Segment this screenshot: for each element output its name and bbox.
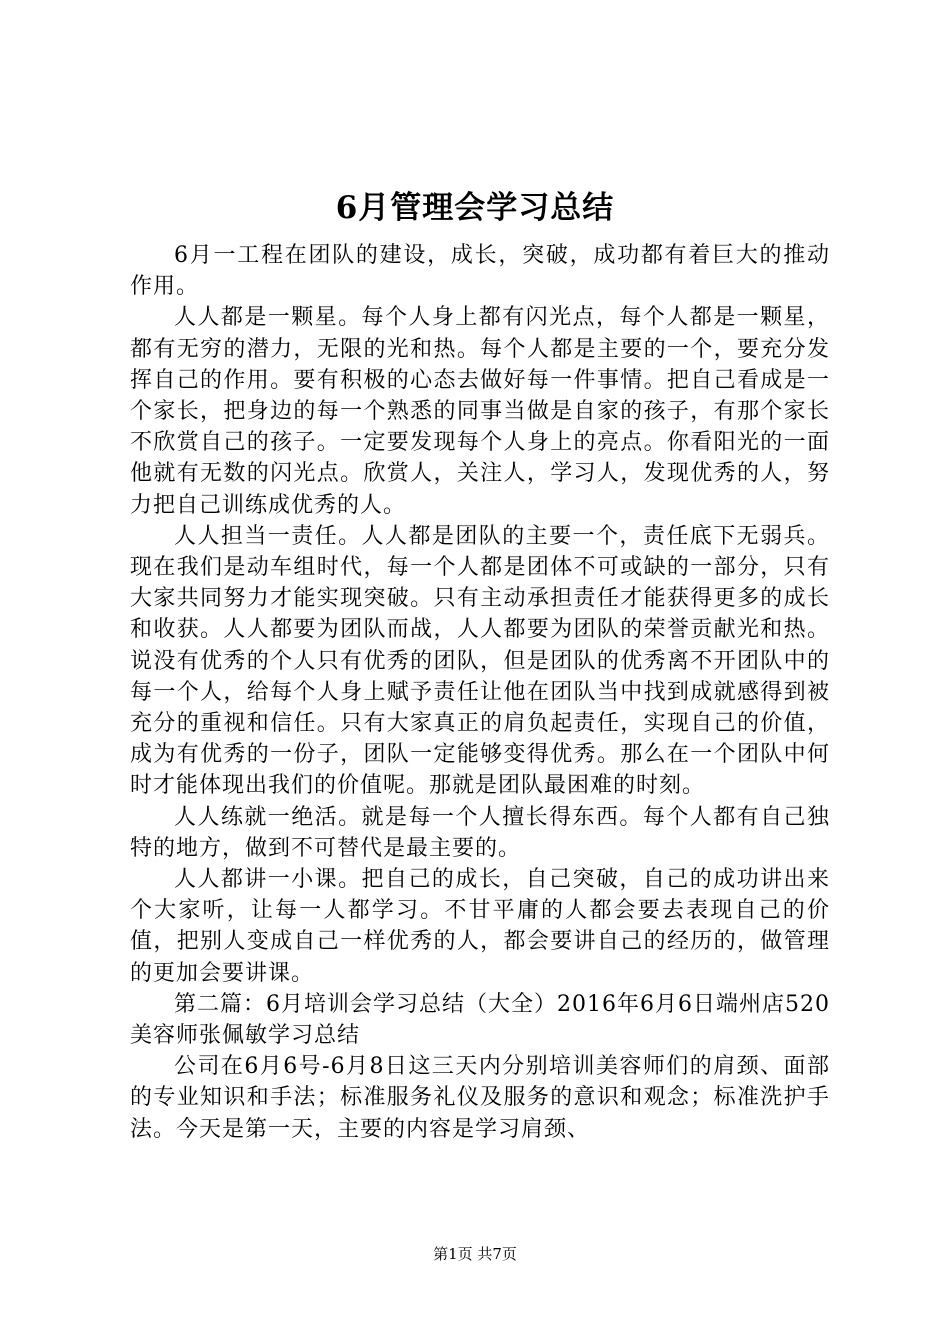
paragraph: 人人担当一责任。人人都是团队的主要一个，责任底下无弱兵。现在我们是动车组时代，每一个人都是团体不可或缺的一部分，只有大家共同努力才能实现突破。只有主动承担责任才能获得更多的成长和收获。人人都要为团队而战，人人都要为团队的荣誉贡献光和热。说没有优秀的个人只有优秀的团队，但是团队的优秀离不开团队中的每一个人，给每个人身上赋予责任让他在团队当中找到成就感得到被充分的重视和信任。只有大家真正的肩负起责任，实现自己的价值，成为有优秀的一份子，团队一定能够变得优秀。那么在一个团队中何时才能体现出我们的价值呢。那就是团队最困难的时刻。: [130, 523, 830, 799]
document-body: [130, 240, 830, 1145]
paragraph: 人人都是一颗星。每个人身上都有闪光点，每个人都是一颗星，都有无穷的潜力，无限的光和热。每个人都是主要的一个，要充分发挥自己的作用。要有积极的心态去做好每一件事情。把自己看成是一个家长，把身边的每一个熟悉的同事当做是自家的孩子，有那个家长不欣赏自己的孩子。一定要发现每个人身上的亮点。你看阳光的一面他就有无数的闪光点。欣赏人，关注人，学习人，发现优秀的人，努力把自己训练成优秀的人。: [130, 305, 830, 518]
paragraph: 6月一工程在团队的建设，成长，突破，成功都有着巨大的推动作用。: [130, 243, 830, 300]
paragraph: 第二篇：6月培训会学习总结（大全）2016年6月6日端州店520美容师张佩敏学习总结: [130, 991, 830, 1049]
paragraph: 人人都讲一小课。把自己的成长，自己突破，自己的成功讲出来个大家听，让每一人都学习。不甘平庸的人都会要去表现自己的价值，把别人变成自己一样优秀的人，都会要讲自己的经历的，做管理的更加会要讲课。: [130, 867, 830, 986]
paragraph: 公司在6月6号-6月8日这三天内分别培训美容师们的肩颈、面部的专业知识和手法；标准服务礼仪及服务的意识和观念；标准洗护手法。今天是第一天，主要的内容是学习肩颈、: [130, 1054, 830, 1142]
document-title: 6月管理会学习总结: [335, 190, 615, 226]
page-footer: [0, 1244, 950, 1264]
page-indicator: 第1页 共7页: [433, 1245, 517, 1263]
paragraph: 人人练就一绝活。就是每一个人擅长得东西。每个人都有自己独特的地方，做到不可替代是最主要的。: [130, 804, 830, 861]
